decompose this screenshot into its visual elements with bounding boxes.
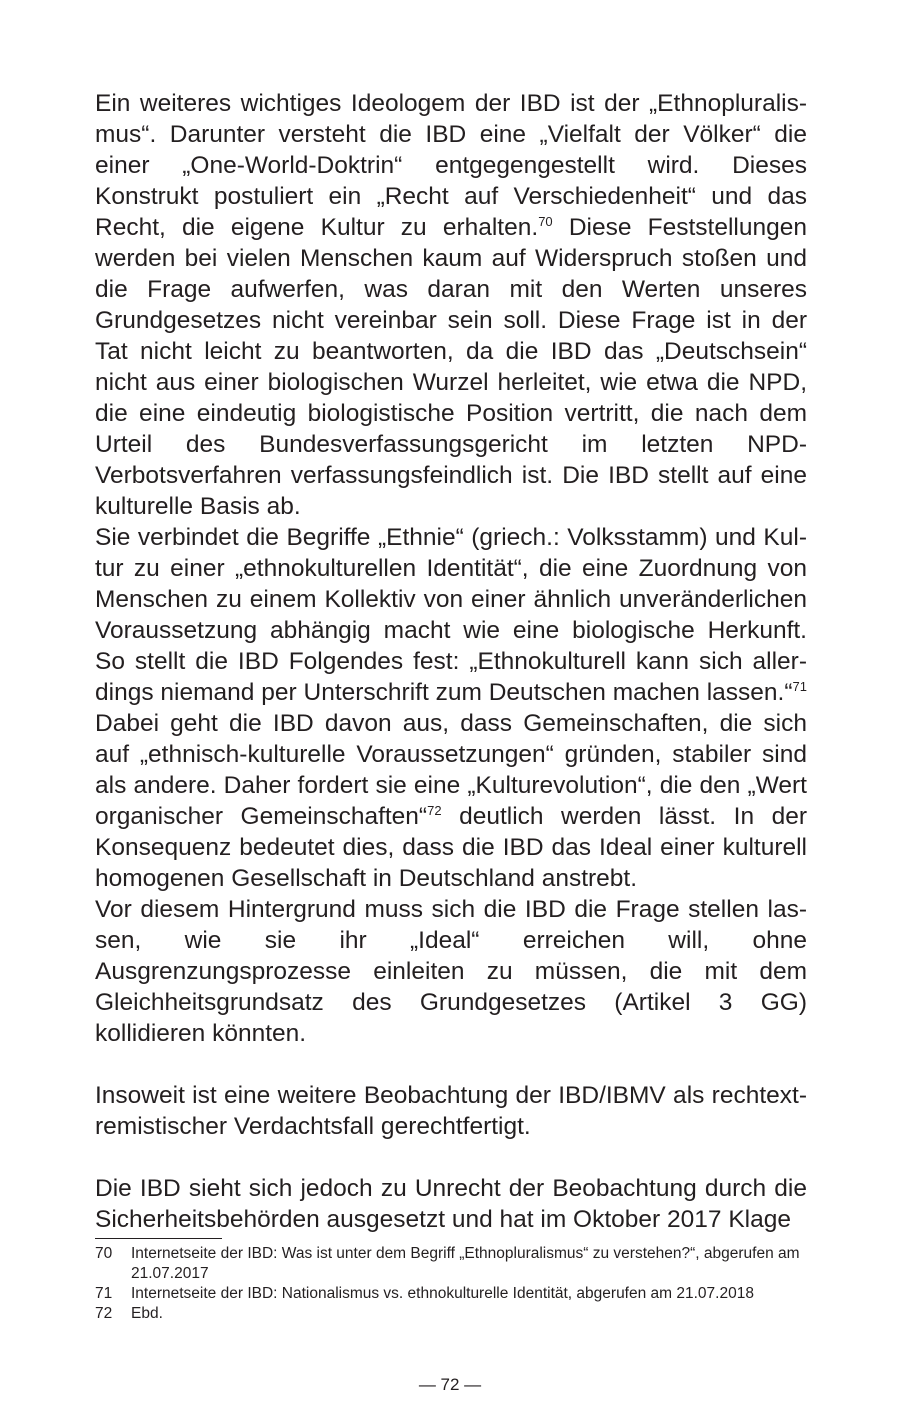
paragraph	[95, 894, 807, 1049]
footnote-ref: 70	[538, 214, 553, 229]
footnote	[95, 1284, 807, 1304]
text-run: Insoweit ist eine weitere Beobachtung der IBD/IBMV als rechtextremistischer Verdachtsfall gerechtfertigt.	[95, 1082, 807, 1140]
paragraph	[95, 1080, 807, 1142]
footnote	[95, 1244, 807, 1284]
text-run: Die IBD sieht sich jedoch zu Unrecht der Beobachtung durch die Sicherheitsbehörden ausgesetzt und hat im Oktober 2017 Klage	[95, 1175, 807, 1233]
footnote-text: Internetseite der IBD: Was ist unter dem Begriff „Ethnopluralismus“ zu verstehen?“, abgerufen am 21.07.2017	[131, 1245, 800, 1282]
footnote-separator	[95, 1238, 222, 1239]
paragraph	[95, 1173, 807, 1235]
footnote-number: 70	[95, 1245, 113, 1262]
text-run: Ein weiteres wichtiges Ideologem der IBD ist der „Ethnopluralismus“. Darunter versteht die IBD eine „Vielfalt der Völker“ die einer „One-World-Doktrin“ entgegengestellt wird. Dieses Konstrukt postuliert ein „Recht auf Verschiedenheit“ und das Recht, die eigene Kultur zu erhalten.	[95, 90, 807, 241]
text-run: Vor diesem Hintergrund muss sich die IBD die Frage stellen lassen, wie sie ihr „Ideal“ erreichen will, ohne Ausgrenzungsprozesse einleiten zu müssen, die mit dem Gleichheitsgrundsatz des Grundgesetzes (Artikel 3 GG) kollidieren könnten.	[95, 896, 807, 1047]
paragraph	[95, 522, 807, 894]
body-text	[95, 88, 807, 1235]
paragraph	[95, 88, 807, 522]
footnotes	[95, 1244, 807, 1324]
text-run: deutlich werden lässt. In der Konsequenz bedeutet dies, dass die IBD das Ideal einer kulturell homogenen Gesellschaft in Deutschland anstrebt.	[95, 803, 807, 892]
footnote-text: Internetseite der IBD: Nationalismus vs. ethnokulturelle Identität, abgerufen am 21.07.2018	[131, 1285, 754, 1302]
footnote-number: 71	[95, 1285, 113, 1302]
text-run: Dabei geht die IBD davon aus, dass Gemeinschaften, die sich auf „ethnisch-kulturelle Voraussetzungen“ gründen, stabiler sind als andere. Daher fordert sie eine „Kulturevolution“, die den „Wert organischer Gemeinschaften“	[95, 710, 807, 830]
footnote-ref: 72	[427, 803, 442, 818]
page-number: — 72 —	[418, 1375, 482, 1394]
footnote-number: 72	[95, 1305, 113, 1322]
footnote	[95, 1304, 807, 1324]
text-run: Sie verbindet die Begriffe „Ethnie“ (griech.: Volksstamm) und Kultur zu einer „ethnokulturellen Identität“, die eine Zuordnung von Menschen zu einem Kollektiv von einer ähnlich unveränderlichen Voraussetzung abhängig macht wie eine biologische Herkunft. So stellt die IBD Folgendes fest: „Ethnokulturell kann sich allerdings niemand per Unterschrift zum Deutschen machen lassen.“	[95, 524, 807, 706]
footnote-ref: 71	[792, 679, 807, 694]
text-run: Diese Feststellungen werden bei vielen Menschen kaum auf Widerspruch stoßen und die Frage aufwerfen, was daran mit den Werten unseres Grundgesetzes nicht vereinbar sein soll. Diese Frage ist in der Tat nicht leicht zu beantworten, da die IBD das „Deutschsein“ nicht aus einer biologischen Wurzel herleitet, wie etwa die NPD, die eine eindeutig biologistische Position vertritt, die nach dem Urteil des Bundesverfassungsgericht im letzten NPD-Verbotsverfahren verfassungsfeindlich ist. Die IBD stellt auf eine kulturelle Basis ab.	[95, 214, 807, 520]
footnote-text: Ebd.	[131, 1305, 163, 1322]
